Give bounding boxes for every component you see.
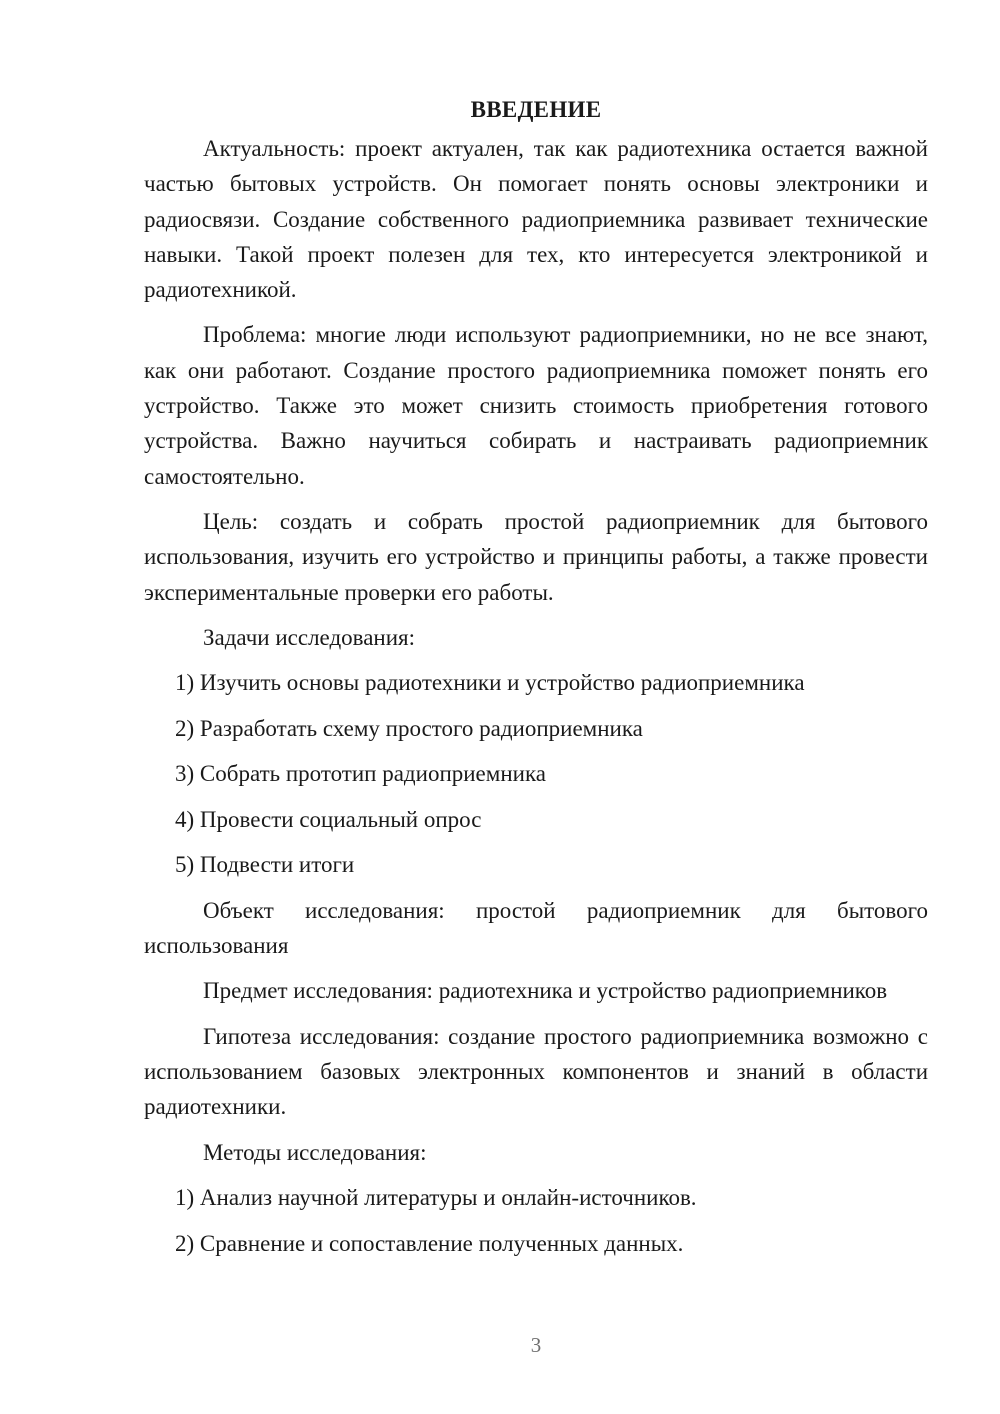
tasks-list [144,665,928,882]
list-item: 2) Разработать схему простого радиоприемника [175,715,643,741]
relevance-paragraph: Актуальность: проект актуален, так как радиотехника остается важной частью бытовых устройств. Он помогает понять основы электроники и радиосвязи. Создание собственного радиоприемника развивает технические навыки. Такой проект полезен для тех, кто интересуется электроникой и радиотехникой. [144,136,928,303]
list-item: 2) Сравнение и сопоставление полученных данных. [175,1230,684,1256]
subject-paragraph: Предмет исследования: радиотехника и устройство радиоприемников [203,978,888,1004]
page-number: 3 [530,1333,542,1357]
hypothesis-paragraph: Гипотеза исследования: создание простого радиоприемника возможно с использованием базовых электронных компонентов и знаний в области радиотехники. [144,1023,928,1120]
methods-heading: Методы исследования: [203,1139,427,1165]
list-item: 4) Провести социальный опрос [175,806,482,832]
page-title: ВВЕДЕНИЕ [470,97,602,122]
list-item: 1) Изучить основы радиотехники и устройство радиоприемника [175,670,805,696]
list-item: 3) Собрать прототип радиоприемника [175,761,546,787]
goal-paragraph: Цель: создать и собрать простой радиоприемник для бытового использования, изучить его устройство и принципы работы, а также провести экспериментальные проверки его работы. [144,508,928,605]
problem-paragraph: Проблема: многие люди используют радиоприемники, но не все знают, как они работают. Создание простого радиоприемника поможет понять его устройство. Также это может снизить стоимость приобретения готового устройства. Важно научиться собирать и настраивать радиоприемник самостоятельно. [144,322,928,489]
document-page [144,92,928,1271]
object-paragraph: Объект исследования: простой радиоприемник для бытового использования [144,897,928,959]
methods-list [144,1180,928,1261]
list-item: 1) Анализ научной литературы и онлайн-источников. [175,1185,697,1211]
tasks-heading: Задачи исследования: [203,624,416,650]
list-item: 5) Подвести итоги [175,852,355,878]
